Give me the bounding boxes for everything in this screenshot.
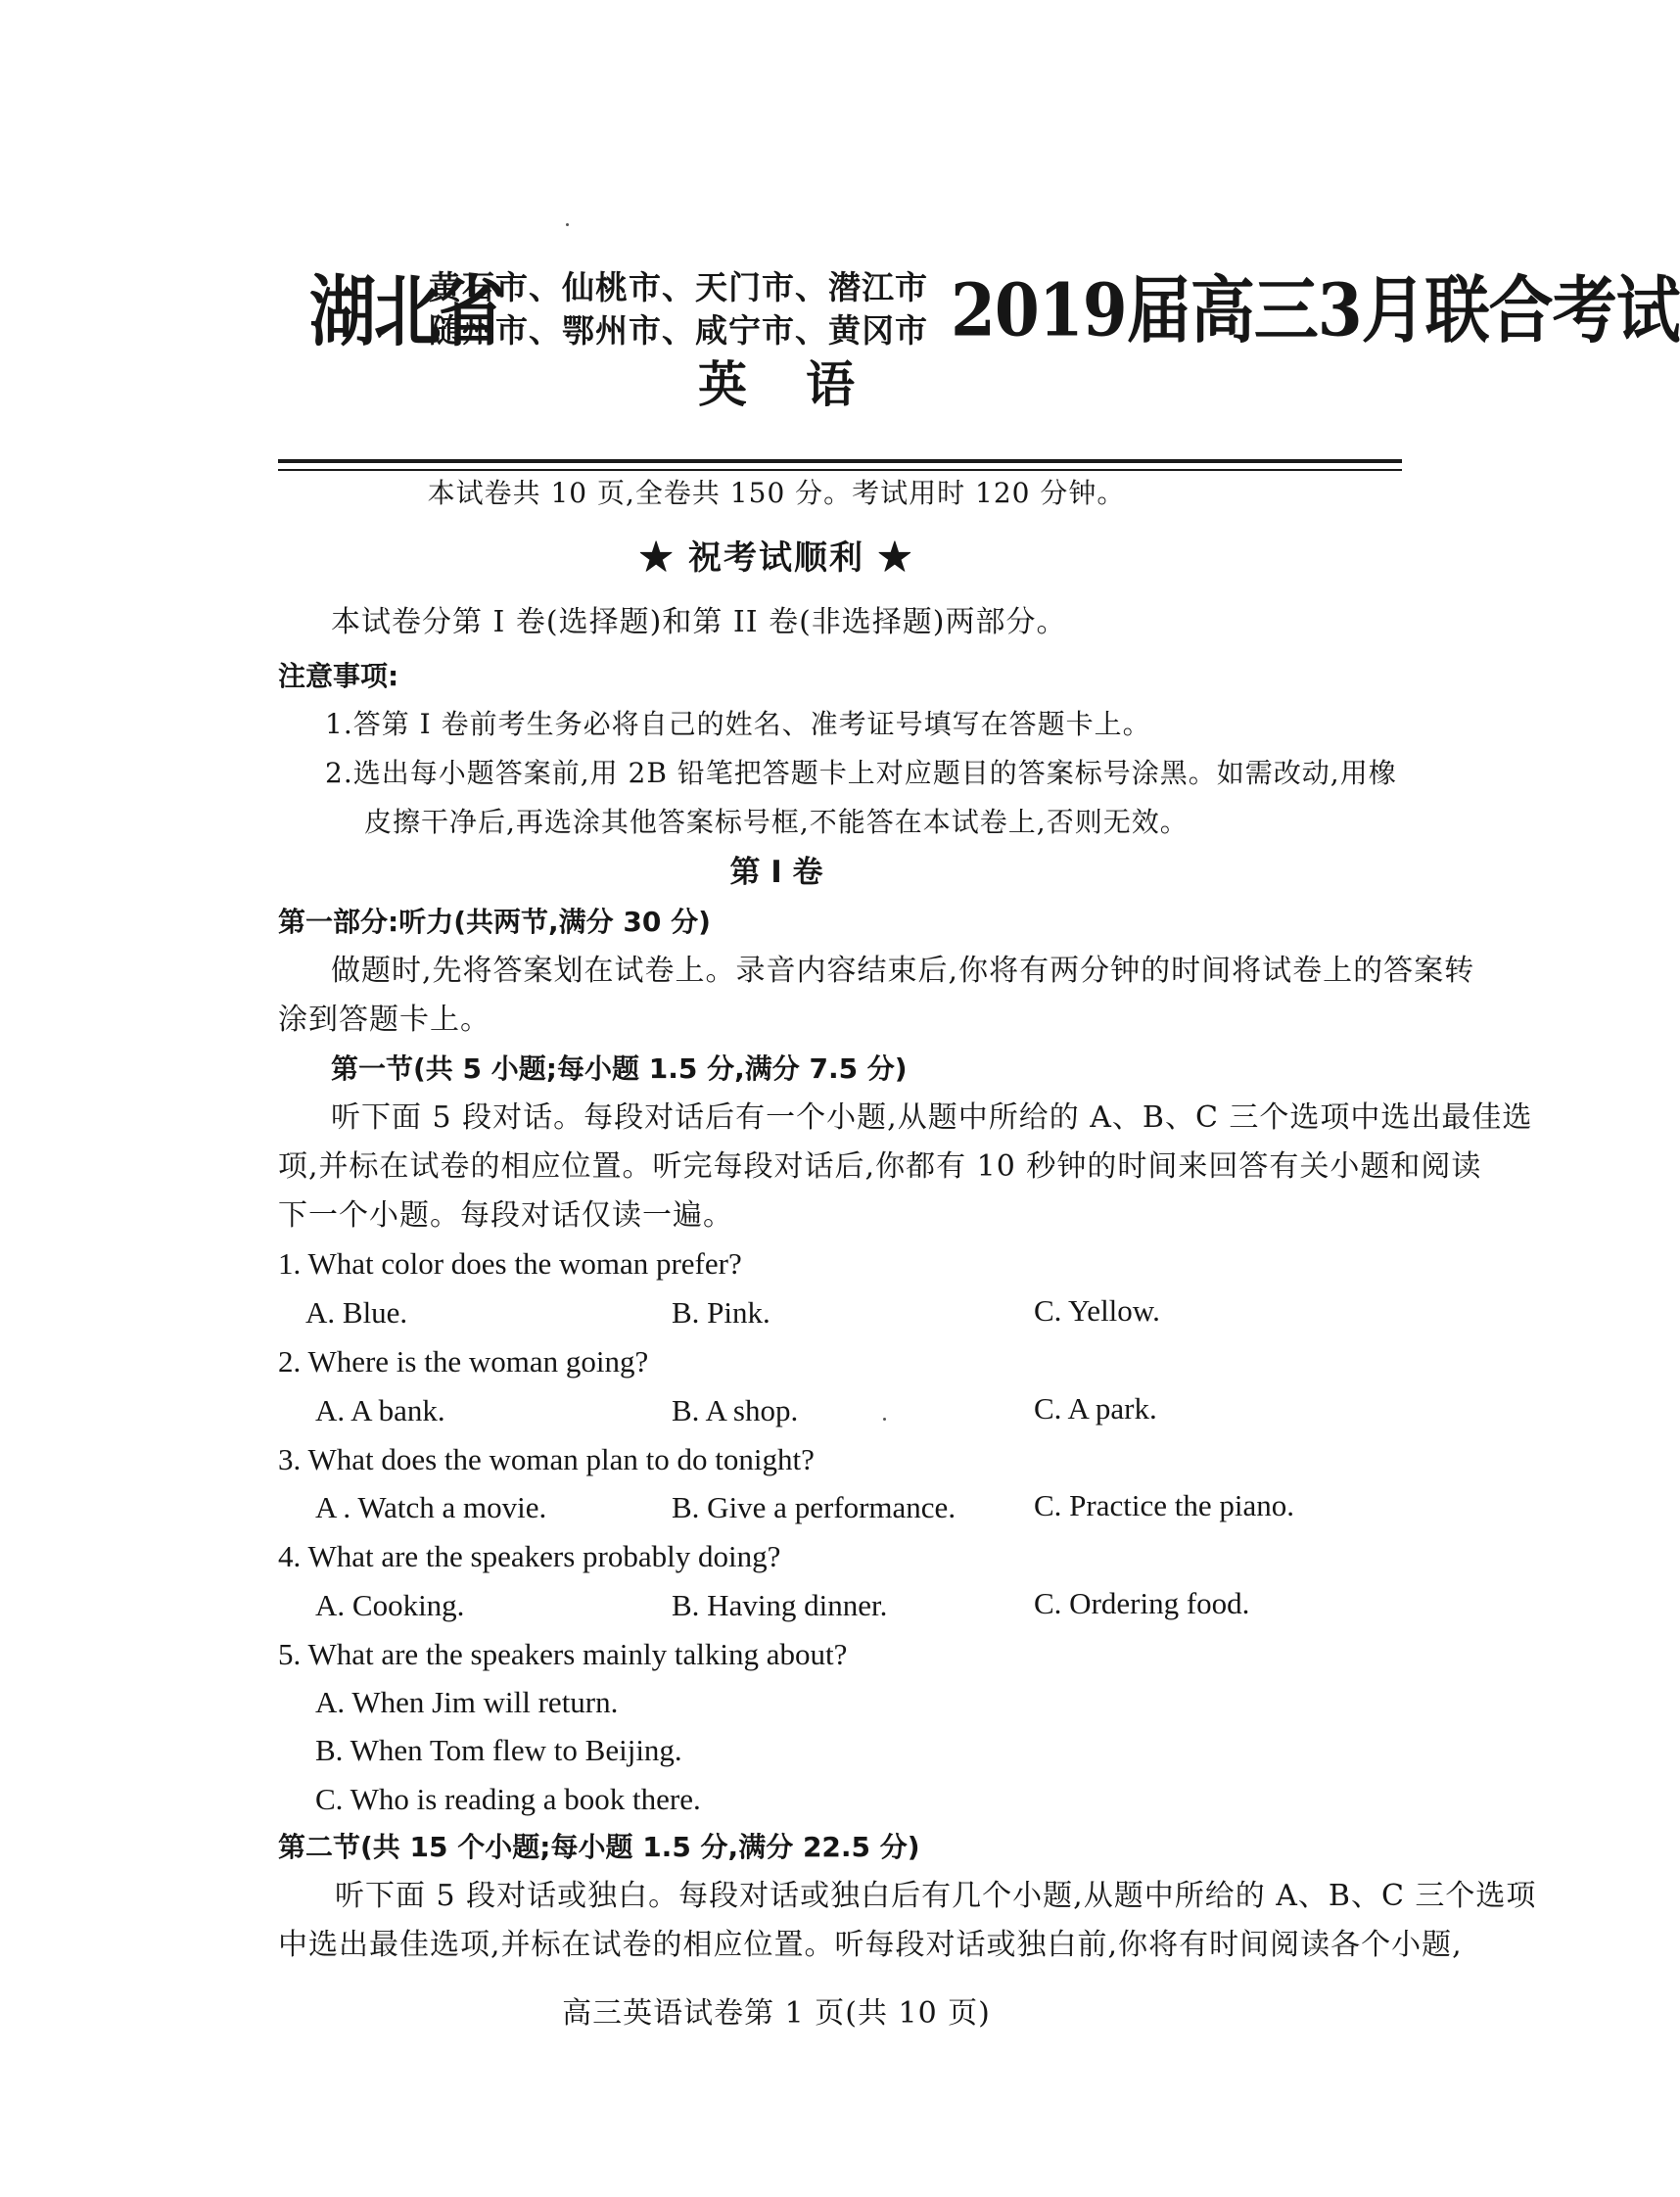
part1-intro-line-2: 涂到答题卡上。	[278, 1003, 490, 1037]
question-3-option-c: C. Practice the piano.	[1034, 1488, 1294, 1522]
header-divider-thin	[278, 469, 1402, 471]
question-1-option-c: C. Yellow.	[1034, 1293, 1160, 1328]
section1-intro-line-2: 项,并标在试卷的相应位置。听完每段对话后,你都有 10 秒钟的时间来回答有关小题和阅读	[278, 1149, 1482, 1184]
note-item-2-line-1: 2.选出每小题答案前,用 2B 铅笔把答题卡上对应题目的答案标号涂黑。如需改动,用橡	[325, 757, 1397, 789]
part1-intro-line-1: 做题时,先将答案划在试卷上。录音内容结束后,你将有两分钟的时间将试卷上的答案转	[331, 954, 1475, 988]
exam-info: 本试卷共 10 页,全卷共 150 分。考试用时 120 分钟。	[427, 477, 1126, 509]
question-4-option-b: B. Having dinner.	[672, 1588, 888, 1622]
question-1: 1. What color does the woman prefer?	[278, 1246, 742, 1281]
scan-speck	[566, 223, 569, 226]
section1-intro-line-3: 下一个小题。每段对话仅读一遍。	[278, 1198, 733, 1233]
note-item-1: 1.答第 I 卷前考生务必将自己的姓名、准考证号填写在答题卡上。	[325, 708, 1151, 740]
question-2-option-c: C. A park.	[1034, 1391, 1157, 1426]
section1-intro-line-1: 听下面 5 段对话。每段对话后有一个小题,从题中所给的 A、B、C 三个选项中选出最佳选	[331, 1100, 1533, 1135]
question-4: 4. What are the speakers probably doing?	[278, 1539, 781, 1573]
question-4-option-a: A. Cooking.	[315, 1588, 465, 1622]
section2-intro-line-2: 中选出最佳选项,并标在试卷的相应位置。听每段对话或独白前,你将有时间阅读各个小题,	[278, 1928, 1463, 1962]
question-2-option-a: A. A bank.	[315, 1393, 445, 1427]
subject-title: 英语	[698, 355, 913, 413]
notes-heading: 注意事项:	[278, 660, 399, 692]
question-5-option-a: A. When Jim will return.	[315, 1685, 619, 1719]
section1-heading: 第一节(共 5 小题;每小题 1.5 分,满分 7.5 分)	[331, 1052, 908, 1085]
header-divider	[278, 459, 1402, 463]
section2-intro-line-1: 听下面 5 段对话或独白。每段对话或独白后有几个小题,从题中所给的 A、B、C 三个选项	[335, 1879, 1537, 1913]
city-line-1: 黄石市、仙桃市、天门市、潜江市	[429, 268, 928, 306]
question-1-option-b: B. Pink.	[672, 1295, 770, 1330]
city-line-2: 随州市、鄂州市、咸宁市、黄冈市	[429, 311, 928, 350]
question-5-option-c: C. Who is reading a book there.	[315, 1782, 701, 1816]
question-2-option-b: B. A shop.	[672, 1393, 799, 1427]
question-3-option-b: B. Give a performance.	[672, 1490, 957, 1524]
exam-title: 2019届高三3月联合考试	[951, 267, 1680, 353]
note-item-2-line-2: 皮擦干净后,再选涂其他答案标号框,不能答在本试卷上,否则无效。	[364, 806, 1189, 838]
province-name: 湖北省	[309, 267, 504, 358]
question-1-option-a: A. Blue.	[305, 1295, 408, 1330]
part1-heading: 第一部分:听力(共两节,满分 30 分)	[278, 906, 711, 938]
volume-title: 第 I 卷	[729, 855, 823, 890]
question-2: 2. Where is the woman going?	[278, 1344, 649, 1379]
good-luck-message: ★ 祝考试顺利 ★	[639, 538, 913, 578]
question-5: 5. What are the speakers mainly talking about?	[278, 1637, 848, 1671]
exam-header	[309, 266, 1680, 364]
question-4-option-c: C. Ordering food.	[1034, 1586, 1250, 1620]
paper-intro: 本试卷分第 I 卷(选择题)和第 II 卷(非选择题)两部分。	[331, 605, 1067, 639]
question-3-option-a: A . Watch a movie.	[315, 1490, 547, 1524]
question-5-option-b: B. When Tom flew to Beijing.	[315, 1733, 682, 1767]
scan-speck	[883, 1418, 886, 1421]
question-3: 3. What does the woman plan to do tonight?	[278, 1442, 815, 1476]
page-footer: 高三英语试卷第 1 页(共 10 页)	[562, 1996, 991, 2031]
city-list	[429, 266, 928, 352]
section2-heading: 第二节(共 15 个小题;每小题 1.5 分,满分 22.5 分)	[278, 1831, 920, 1863]
